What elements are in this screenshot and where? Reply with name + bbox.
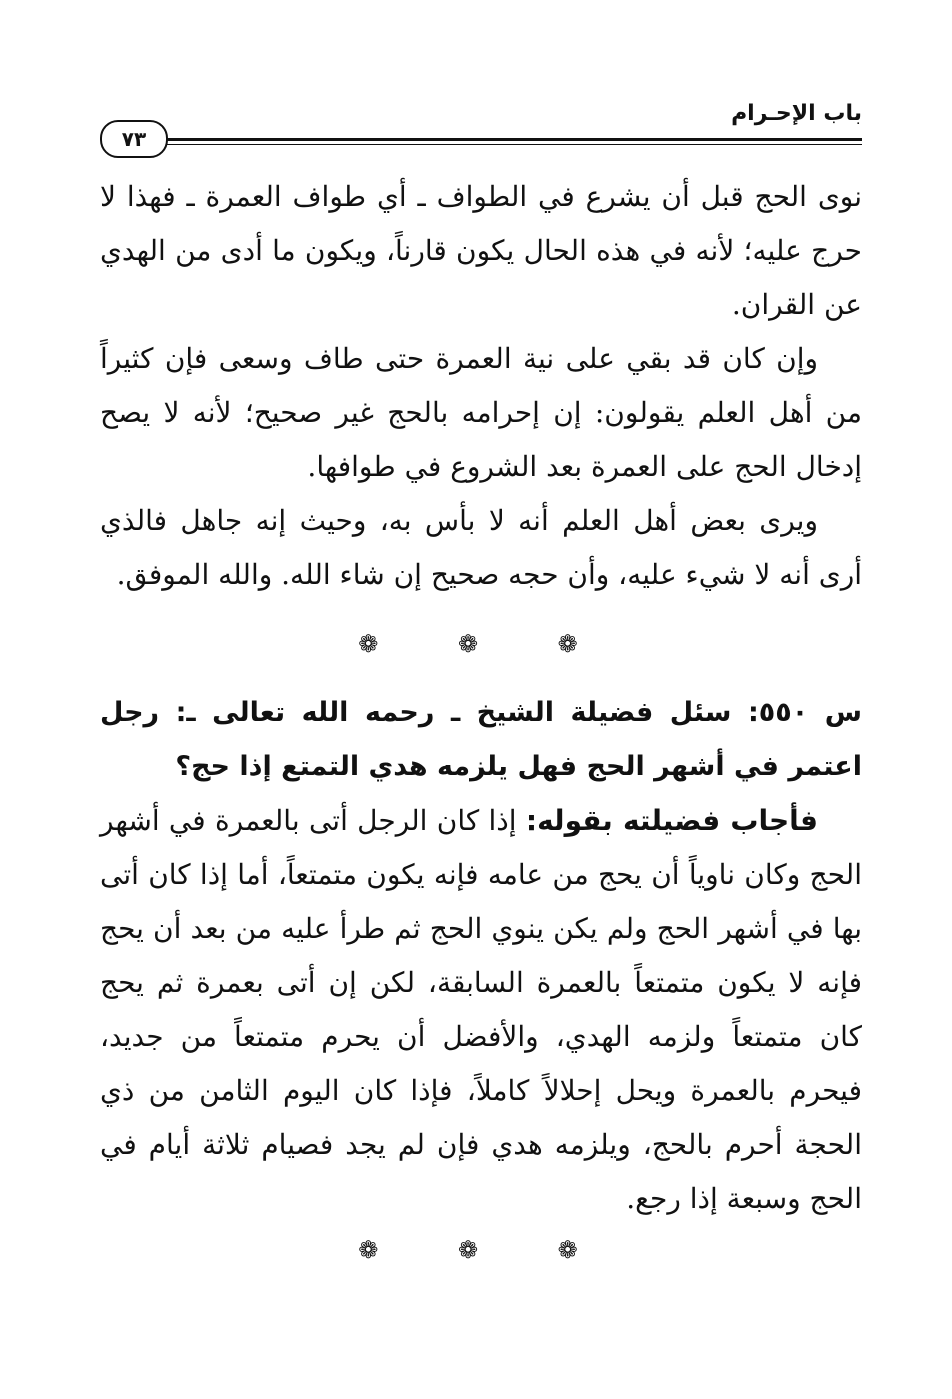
question-550: س ٥٥٠: سئل فضيلة الشيخ ـ رحمه الله تعالى ـ: رجل اعتمر في أشهر الحج فهل يلزمه هدي التمتع إذا حج؟: [100, 697, 862, 782]
running-header: [100, 96, 862, 156]
answer-paragraph: [100, 794, 862, 1226]
paragraph-second: وإن كان قد بقي على نية العمرة حتى طاف وسعى فإن كثيراً من أهل العلم يقولون: إن إحرامه بالحج غير صحيح؛ لأنه لا يصح إدخال الحج على العمرة بعد الشروع في طوافها.: [100, 342, 862, 483]
section-separator: ❁ ❁ ❁: [358, 630, 604, 658]
answer-lead: فأجاب فضيلته بقوله:: [525, 804, 818, 837]
answer-text: إذا كان الرجل أتى بالعمرة في أشهر الحج وكان ناوياً أن يحج من عامه فإنه يكون متمتعاً، أما إذا كان أتى بها في أشهر الحج ولم يكن ينوي الحج ثم طرأ عليه من بعد أن يحج فإنه لا يكون متمتعاً بالعمرة السابقة، لكن إن أتى بعمرة ثم يحج كان متمتعاً ولزمه الهدي، والأفضل أن يحرم متمتعاً من جديد، فيحرم بالعمرة ويحل إحلالاً كاملاً، فإذا كان اليوم الثامن من ذي الحجة أحرم بالحج، ويلزمه هدي فإن لم يجد فصيام ثلاثة أيام في الحج وسبعة إذا رجع.: [100, 804, 862, 1215]
page-number: ٧٣: [100, 120, 168, 158]
paragraph-third: ويرى بعض أهل العلم أنه لا بأس به، وحيث إنه جاهل فالذي أرى أنه لا شيء عليه، وأن حجه صحيح إن شاء الله. والله الموفق.: [100, 504, 862, 591]
header-rule: [156, 138, 862, 145]
paragraph-continuation: نوى الحج قبل أن يشرع في الطواف ـ أي طواف العمرة ـ فهذا لا حرج عليه؛ لأنه في هذه الحال يكون قارناً، ويكون ما أدى من الهدي عن القران.: [100, 180, 862, 321]
chapter-title: باب الإحـرام: [731, 101, 862, 126]
book-page: [100, 96, 862, 1316]
end-separator: ❁ ❁ ❁: [358, 1236, 604, 1264]
